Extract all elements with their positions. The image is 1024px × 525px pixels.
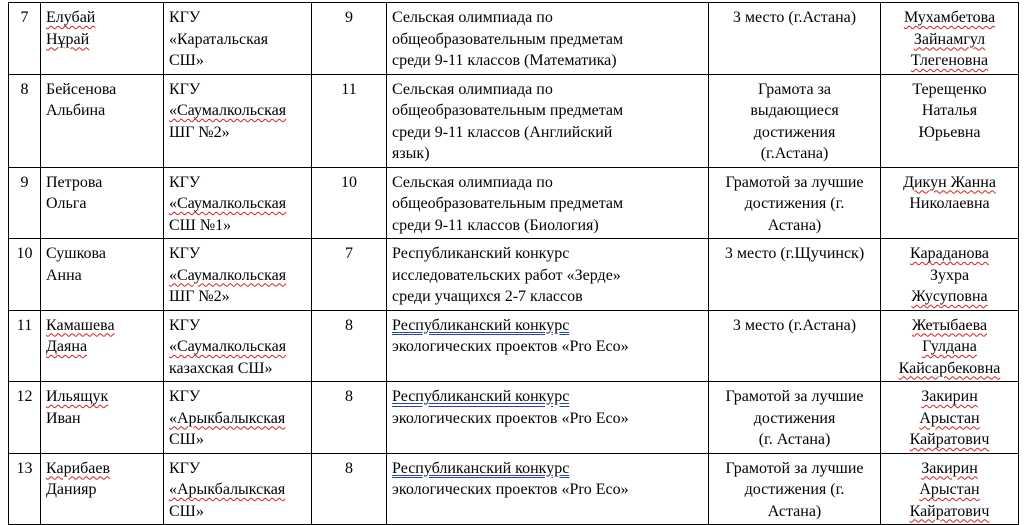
- result-line: 3 место (г.Астана): [732, 316, 857, 334]
- teacher-line: Тлегеновна: [910, 52, 989, 69]
- teacher-cell: [881, 74, 1019, 167]
- teacher-line: Мухамбетова: [903, 9, 996, 26]
- teacher-line: Кайсарбековна: [898, 359, 1001, 377]
- student-name-line: Елубай: [46, 9, 96, 26]
- school-line: КГУ: [169, 245, 201, 262]
- event-line: Республиканский конкурс: [392, 316, 570, 334]
- school-line: «Саумалкольская: [169, 102, 287, 119]
- result-cell: [709, 382, 881, 454]
- event-cell: [387, 382, 709, 454]
- teacher-cell: [881, 453, 1019, 525]
- grade-cell: [312, 382, 387, 454]
- result-line: Астана): [767, 216, 822, 234]
- result-line: 3 место (г.Щучинск): [724, 245, 865, 262]
- event-line: среди учащихся 2-7 классов: [392, 288, 583, 305]
- event-line: среди 9-11 классов (Английский: [392, 123, 613, 141]
- school-cell: [164, 3, 312, 75]
- table-row: [9, 167, 1019, 239]
- grade-cell: [312, 310, 387, 382]
- event-cell: [387, 74, 709, 167]
- event-line: Республиканский конкурс: [392, 245, 570, 262]
- row-number: 11: [16, 316, 33, 334]
- table-row: [9, 239, 1019, 311]
- grade-cell: [312, 3, 387, 75]
- teacher-line: Наталья: [921, 102, 978, 119]
- row-number-cell: [9, 239, 41, 311]
- school-line: ШГ №2»: [169, 123, 230, 141]
- event-line: общеобразовательным предметам: [392, 102, 624, 119]
- school-line: КГУ: [169, 173, 201, 191]
- teacher-line: Арыстан: [919, 481, 980, 498]
- school-cell: [164, 453, 312, 525]
- school-line: СШ»: [169, 431, 204, 448]
- student-name-line: Камашева: [46, 316, 115, 334]
- grade-cell: [312, 74, 387, 167]
- event-cell: [387, 310, 709, 382]
- school-line: казахская СШ»: [169, 359, 273, 377]
- school-cell: [164, 167, 312, 239]
- school-line: ШГ №2»: [169, 288, 230, 305]
- grade-cell: [312, 453, 387, 525]
- student-name-cell: [41, 74, 164, 167]
- results-table: [8, 2, 1019, 525]
- teacher-line: Николаевна: [909, 195, 990, 212]
- event-cell: [387, 3, 709, 75]
- student-name-line: Бейсенова: [46, 80, 117, 98]
- student-name-line: Анна: [46, 266, 82, 284]
- teacher-cell: [881, 239, 1019, 311]
- school-cell: [164, 310, 312, 382]
- student-name-line: Альбина: [46, 102, 106, 119]
- student-name-cell: [41, 310, 164, 382]
- school-line: СШ №1»: [169, 216, 232, 234]
- student-name-line: Даяна: [46, 338, 88, 355]
- event-line: язык): [392, 145, 430, 162]
- result-cell: [709, 74, 881, 167]
- teacher-line: Закирин: [921, 388, 978, 405]
- teacher-line: [886, 172, 1013, 194]
- grade-value: 11: [341, 80, 357, 98]
- result-line: достижения: [753, 409, 836, 427]
- table-row: [9, 3, 1019, 75]
- result-line: (г. Астана): [758, 431, 831, 448]
- row-number: 10: [16, 245, 33, 262]
- event-line: среди 9-11 классов (Биология): [392, 216, 599, 234]
- row-number: 9: [20, 173, 29, 191]
- teacher-line: Закирин: [921, 459, 978, 477]
- school-line: «Саумалкольская: [169, 195, 287, 212]
- table-row: [9, 310, 1019, 382]
- result-cell: [709, 3, 881, 75]
- school-line: КГУ: [169, 388, 201, 405]
- result-line: выдающиеся: [750, 102, 839, 119]
- result-cell: [709, 453, 881, 525]
- student-name-line: Ольга: [46, 195, 87, 212]
- result-line: достижения (г.: [744, 481, 845, 498]
- grade-cell: [312, 239, 387, 311]
- school-line: КГУ: [169, 9, 201, 26]
- school-cell: [164, 382, 312, 454]
- result-line: Грамотой за лучшие: [725, 173, 864, 191]
- event-line: экологических проектов «Pro Eco»: [392, 409, 629, 427]
- grade-value: 7: [345, 245, 353, 262]
- teacher-line: Юрьевна: [918, 123, 981, 141]
- event-line: Сельская олимпиада по: [392, 173, 553, 191]
- row-number-cell: [9, 310, 41, 382]
- student-name-line: Данияр: [46, 481, 97, 498]
- table-row: [9, 74, 1019, 167]
- teacher-line: Зайнамгул: [913, 30, 986, 48]
- grade-value: 8: [345, 388, 353, 405]
- result-line: достижения (г.: [744, 195, 845, 212]
- row-number-cell: [9, 453, 41, 525]
- teacher-cell: [881, 167, 1019, 239]
- school-line: «Арыкбалыкская: [169, 409, 286, 427]
- event-cell: [387, 167, 709, 239]
- student-name-line: Нұрай: [46, 30, 90, 48]
- teacher-line: Терещенко: [912, 80, 987, 98]
- student-name-cell: [41, 167, 164, 239]
- event-line: общеобразовательным предметам: [392, 195, 624, 212]
- row-number: 12: [16, 388, 33, 405]
- grade-value: 10: [341, 173, 357, 191]
- result-cell: [709, 167, 881, 239]
- result-line: Грамотой за лучшие: [725, 459, 864, 477]
- grade-value: 8: [345, 459, 353, 477]
- grade-value: 8: [345, 316, 353, 334]
- teacher-line: Дикун Жанна: [903, 173, 996, 191]
- row-number-cell: [9, 382, 41, 454]
- school-line: КГУ: [169, 459, 201, 477]
- result-cell: [709, 310, 881, 382]
- school-line: КГУ: [169, 80, 201, 98]
- school-line: «Саумалкольская: [169, 266, 287, 284]
- school-cell: [164, 74, 312, 167]
- teacher-line: Кайратович: [909, 431, 990, 448]
- student-name-line: Сушкова: [46, 245, 106, 262]
- event-line: исследовательских работ «Зерде»: [392, 266, 621, 284]
- result-line: 3 место (г.Астана): [732, 9, 857, 26]
- teacher-line: Кайратович: [909, 502, 990, 520]
- row-number: 13: [16, 459, 33, 477]
- event-line: Сельская олимпиада по: [392, 80, 553, 98]
- event-line: экологических проектов «Pro Eco»: [392, 481, 629, 498]
- student-name-line: Ильящук: [46, 388, 109, 405]
- row-number-cell: [9, 74, 41, 167]
- teacher-cell: [881, 382, 1019, 454]
- result-cell: [709, 239, 881, 311]
- result-line: Грамота за: [758, 80, 831, 98]
- event-cell: [387, 453, 709, 525]
- result-line: достижения: [753, 123, 836, 141]
- row-number-cell: [9, 3, 41, 75]
- student-name-cell: [41, 239, 164, 311]
- student-name-cell: [41, 453, 164, 525]
- teacher-line: Гулдана: [922, 338, 977, 355]
- event-line: Республиканский конкурс: [392, 459, 570, 477]
- table-row: [9, 382, 1019, 454]
- row-number-cell: [9, 167, 41, 239]
- teacher-line: Караданова: [910, 245, 989, 262]
- school-line: СШ»: [169, 502, 204, 520]
- teacher-line: Зухра: [929, 266, 970, 284]
- school-line: СШ»: [169, 52, 204, 69]
- event-line: Республиканский конкурс: [392, 388, 570, 405]
- teacher-line: Арыстан: [919, 409, 980, 427]
- result-line: Грамотой за лучшие: [725, 388, 864, 405]
- teacher-cell: [881, 3, 1019, 75]
- event-line: экологических проектов «Pro Eco»: [392, 338, 629, 355]
- teacher-line: Жусуповна: [911, 288, 988, 305]
- event-line: среди 9-11 классов (Математика): [392, 52, 617, 69]
- student-name-line: Карибаев: [46, 459, 111, 477]
- results-table-body: [9, 3, 1019, 525]
- school-line: «Саумалкольская: [169, 338, 287, 355]
- student-name-cell: [41, 3, 164, 75]
- grade-value: 9: [345, 9, 353, 26]
- school-cell: [164, 239, 312, 311]
- grade-cell: [312, 167, 387, 239]
- event-cell: [387, 239, 709, 311]
- event-line: Сельская олимпиада по: [392, 9, 553, 26]
- school-line: «Арыкбалыкская: [169, 481, 286, 498]
- row-number: 8: [20, 80, 29, 98]
- row-number: 7: [20, 9, 29, 26]
- student-name-line: Иван: [46, 409, 81, 427]
- event-line: общеобразовательным предметам: [392, 30, 624, 48]
- school-line: КГУ: [169, 316, 201, 334]
- result-line: Астана): [767, 502, 822, 520]
- student-name-cell: [41, 382, 164, 454]
- table-row: [9, 453, 1019, 525]
- school-line: «Каратальская: [169, 30, 269, 48]
- student-name-line: Петрова: [46, 173, 103, 191]
- teacher-line: Жетыбаева: [911, 316, 988, 334]
- result-line: (г.Астана): [760, 145, 829, 162]
- teacher-cell: [881, 310, 1019, 382]
